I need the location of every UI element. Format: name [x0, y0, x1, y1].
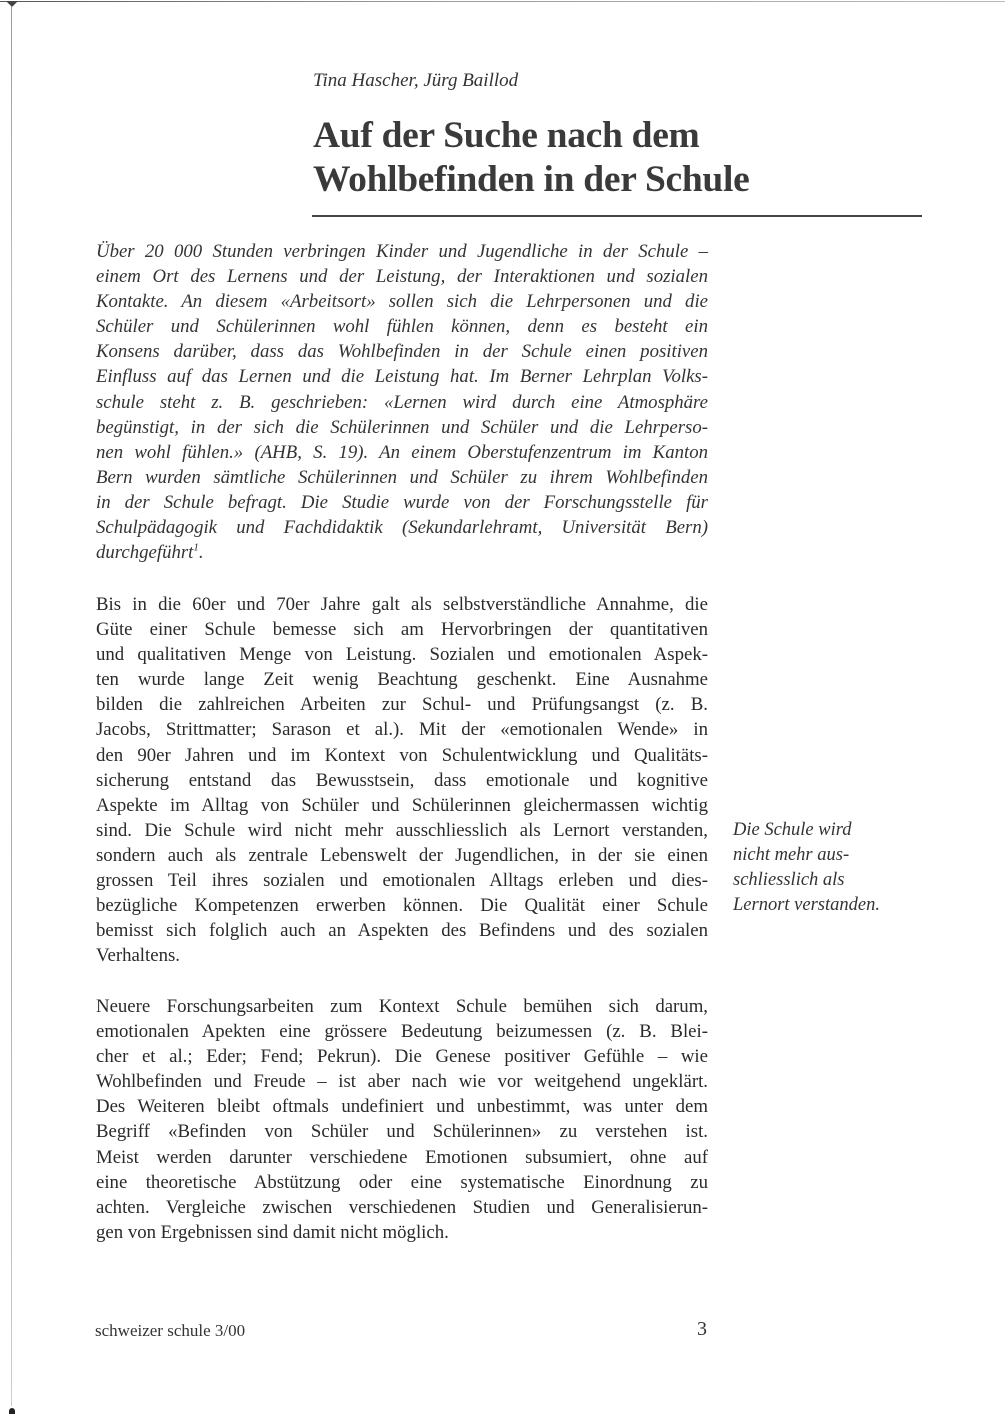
scan-corner-mark — [6, 1, 18, 7]
body-paragraph — [96, 994, 708, 1245]
text-line: sind. Die Schule wird nicht mehr ausschliesslich als Lernort verstanden, — [96, 819, 708, 841]
text-line: emotionalen Apekten eine grössere Bedeutung beizumessen (z. B. Blei- — [96, 1021, 708, 1043]
text-line: und qualitativen Menge von Leistung. Sozialen und emotionalen Aspek- — [96, 644, 708, 666]
text-line: Bern wurden sämtliche Schülerinnen und Schüler zu ihrem Wohlbefinden — [96, 466, 708, 488]
title-line: Wohlbefinden in der Schule — [313, 159, 750, 200]
text-line: ten wurde lange Zeit wenig Beachtung geschenkt. Eine Ausnahme — [96, 669, 708, 691]
text-line: den 90er Jahren und im Kontext von Schulentwicklung und Qualitäts- — [96, 744, 708, 766]
pull-quote — [733, 818, 923, 918]
text-line: bilden die zahlreichen Arbeiten zur Schul- und Prüfungsangst (z. B. — [96, 694, 708, 716]
article-authors: Tina Hascher, Jürg Baillod — [313, 70, 519, 91]
article-title — [313, 114, 749, 202]
scan-edge-top — [0, 1, 1005, 2]
text-line: Schüler und Schülerinnen wohl fühlen können, denn es besteht ein — [96, 316, 708, 338]
text-line: gen von Ergebnissen sind damit nicht möglich. — [96, 1221, 449, 1243]
text-line: sondern auch als zentrale Lebenswelt der Jugendlichen, in der sie einen — [96, 844, 708, 866]
text-line: achten. Vergleiche zwischen verschiedenen Studien und Generalisierun- — [96, 1196, 708, 1218]
text-line: grossen Teil ihres sozialen und emotionalen Alltags erleben und dies- — [96, 870, 708, 892]
text-line: begünstigt, in der sich die Schülerinnen und Schüler und die Lehrperso- — [96, 416, 708, 438]
pull-quote-line: Die Schule wird — [733, 820, 852, 840]
text-fragment: . — [198, 542, 204, 564]
text-line: Begriff «Befinden von Schüler und Schülerinnen» zu verstehen ist. — [96, 1121, 708, 1143]
text-line: eine theoretische Abstützung oder eine systematische Einordnung zu — [96, 1171, 708, 1193]
text-line: Güte einer Schule bemesse sich am Hervorbringen der quantitativen — [96, 619, 708, 641]
text-line: Meist werden darunter verschiedene Emotionen subsumiert, ohne auf — [96, 1146, 708, 1168]
text-line: Des Weiteren bleibt oftmals undefiniert und unbestimmt, was unter dem — [96, 1096, 708, 1118]
page-number: 3 — [697, 1318, 707, 1340]
text-line: in der Schule befragt. Die Studie wurde von der Forschungsstelle für — [96, 491, 708, 513]
scan-corner-mark-bottom — [9, 1408, 15, 1414]
text-line: Verhaltens. — [96, 945, 180, 967]
text-line: bemisst sich folglich auch an Aspekten des Befindens und des sozialen — [96, 920, 708, 942]
text-line: Wohlbefinden und Freude – ist aber nach wie vor weitgehend ungeklärt. — [96, 1071, 708, 1093]
title-divider — [312, 215, 922, 217]
pull-quote-line: Lernort verstanden. — [733, 895, 880, 916]
text-line: Konsens darüber, dass das Wohlbefinden in der Schule einen positiven — [96, 341, 708, 363]
text-line: nen wohl fühlen.» (AHB, S. 19). An einem Oberstufenzentrum im Kanton — [96, 441, 708, 463]
text-line: Einfluss auf das Lernen und die Leistung hat. Im Berner Lehrplan Volks- — [96, 366, 708, 388]
body-paragraph — [96, 592, 708, 968]
scan-edge-left — [11, 6, 12, 1406]
lead-paragraph — [96, 239, 708, 565]
text-line: bezügliche Kompetenzen erwerben können. Die Qualität einer Schule — [96, 895, 708, 917]
text-line: Über 20 000 Stunden verbringen Kinder und Jugendliche in der Schule – — [96, 241, 708, 262]
text-line: Bis in die 60er und 70er Jahre galt als selbstverständliche Annahme, die — [96, 594, 708, 615]
footnote-marker[interactable]: 1 — [193, 541, 199, 554]
text-line: Neuere Forschungsarbeiten zum Kontext Schule bemühen sich darum, — [96, 996, 708, 1017]
text-line: Schulpädagogik und Fachdidaktik (Sekundarlehramt, Universität Bern) — [96, 517, 708, 539]
publication-footer: schweizer schule 3/00 — [95, 1321, 246, 1340]
text-line: schule steht z. B. geschrieben: «Lernen wird durch eine Atmosphäre — [96, 391, 708, 413]
pull-quote-line: schliesslich als — [733, 870, 845, 891]
text-line — [96, 540, 708, 565]
text-line: Aspekte im Alltag von Schüler und Schülerinnen gleichermassen wichtig — [96, 794, 708, 816]
title-line: Auf der Suche nach dem — [313, 115, 700, 156]
text-line: sicherung entstand das Bewusstsein, dass emotionale und kognitive — [96, 769, 708, 791]
pull-quote-line: nicht mehr aus- — [733, 845, 850, 866]
text-line: Jacobs, Strittmatter; Sarason et al.). Mit der «emotionalen Wende» in — [96, 719, 708, 741]
text-line: Kontakte. An diesem «Arbeitsort» sollen sich die Lehrpersonen und die — [96, 291, 708, 313]
text-fragment: durchgeführt — [96, 542, 194, 564]
text-line: cher et al.; Eder; Fend; Pekrun). Die Genese positiver Gefühle – wie — [96, 1046, 708, 1068]
text-line: einem Ort des Lernens und der Leistung, der Interaktionen und sozialen — [96, 266, 708, 288]
